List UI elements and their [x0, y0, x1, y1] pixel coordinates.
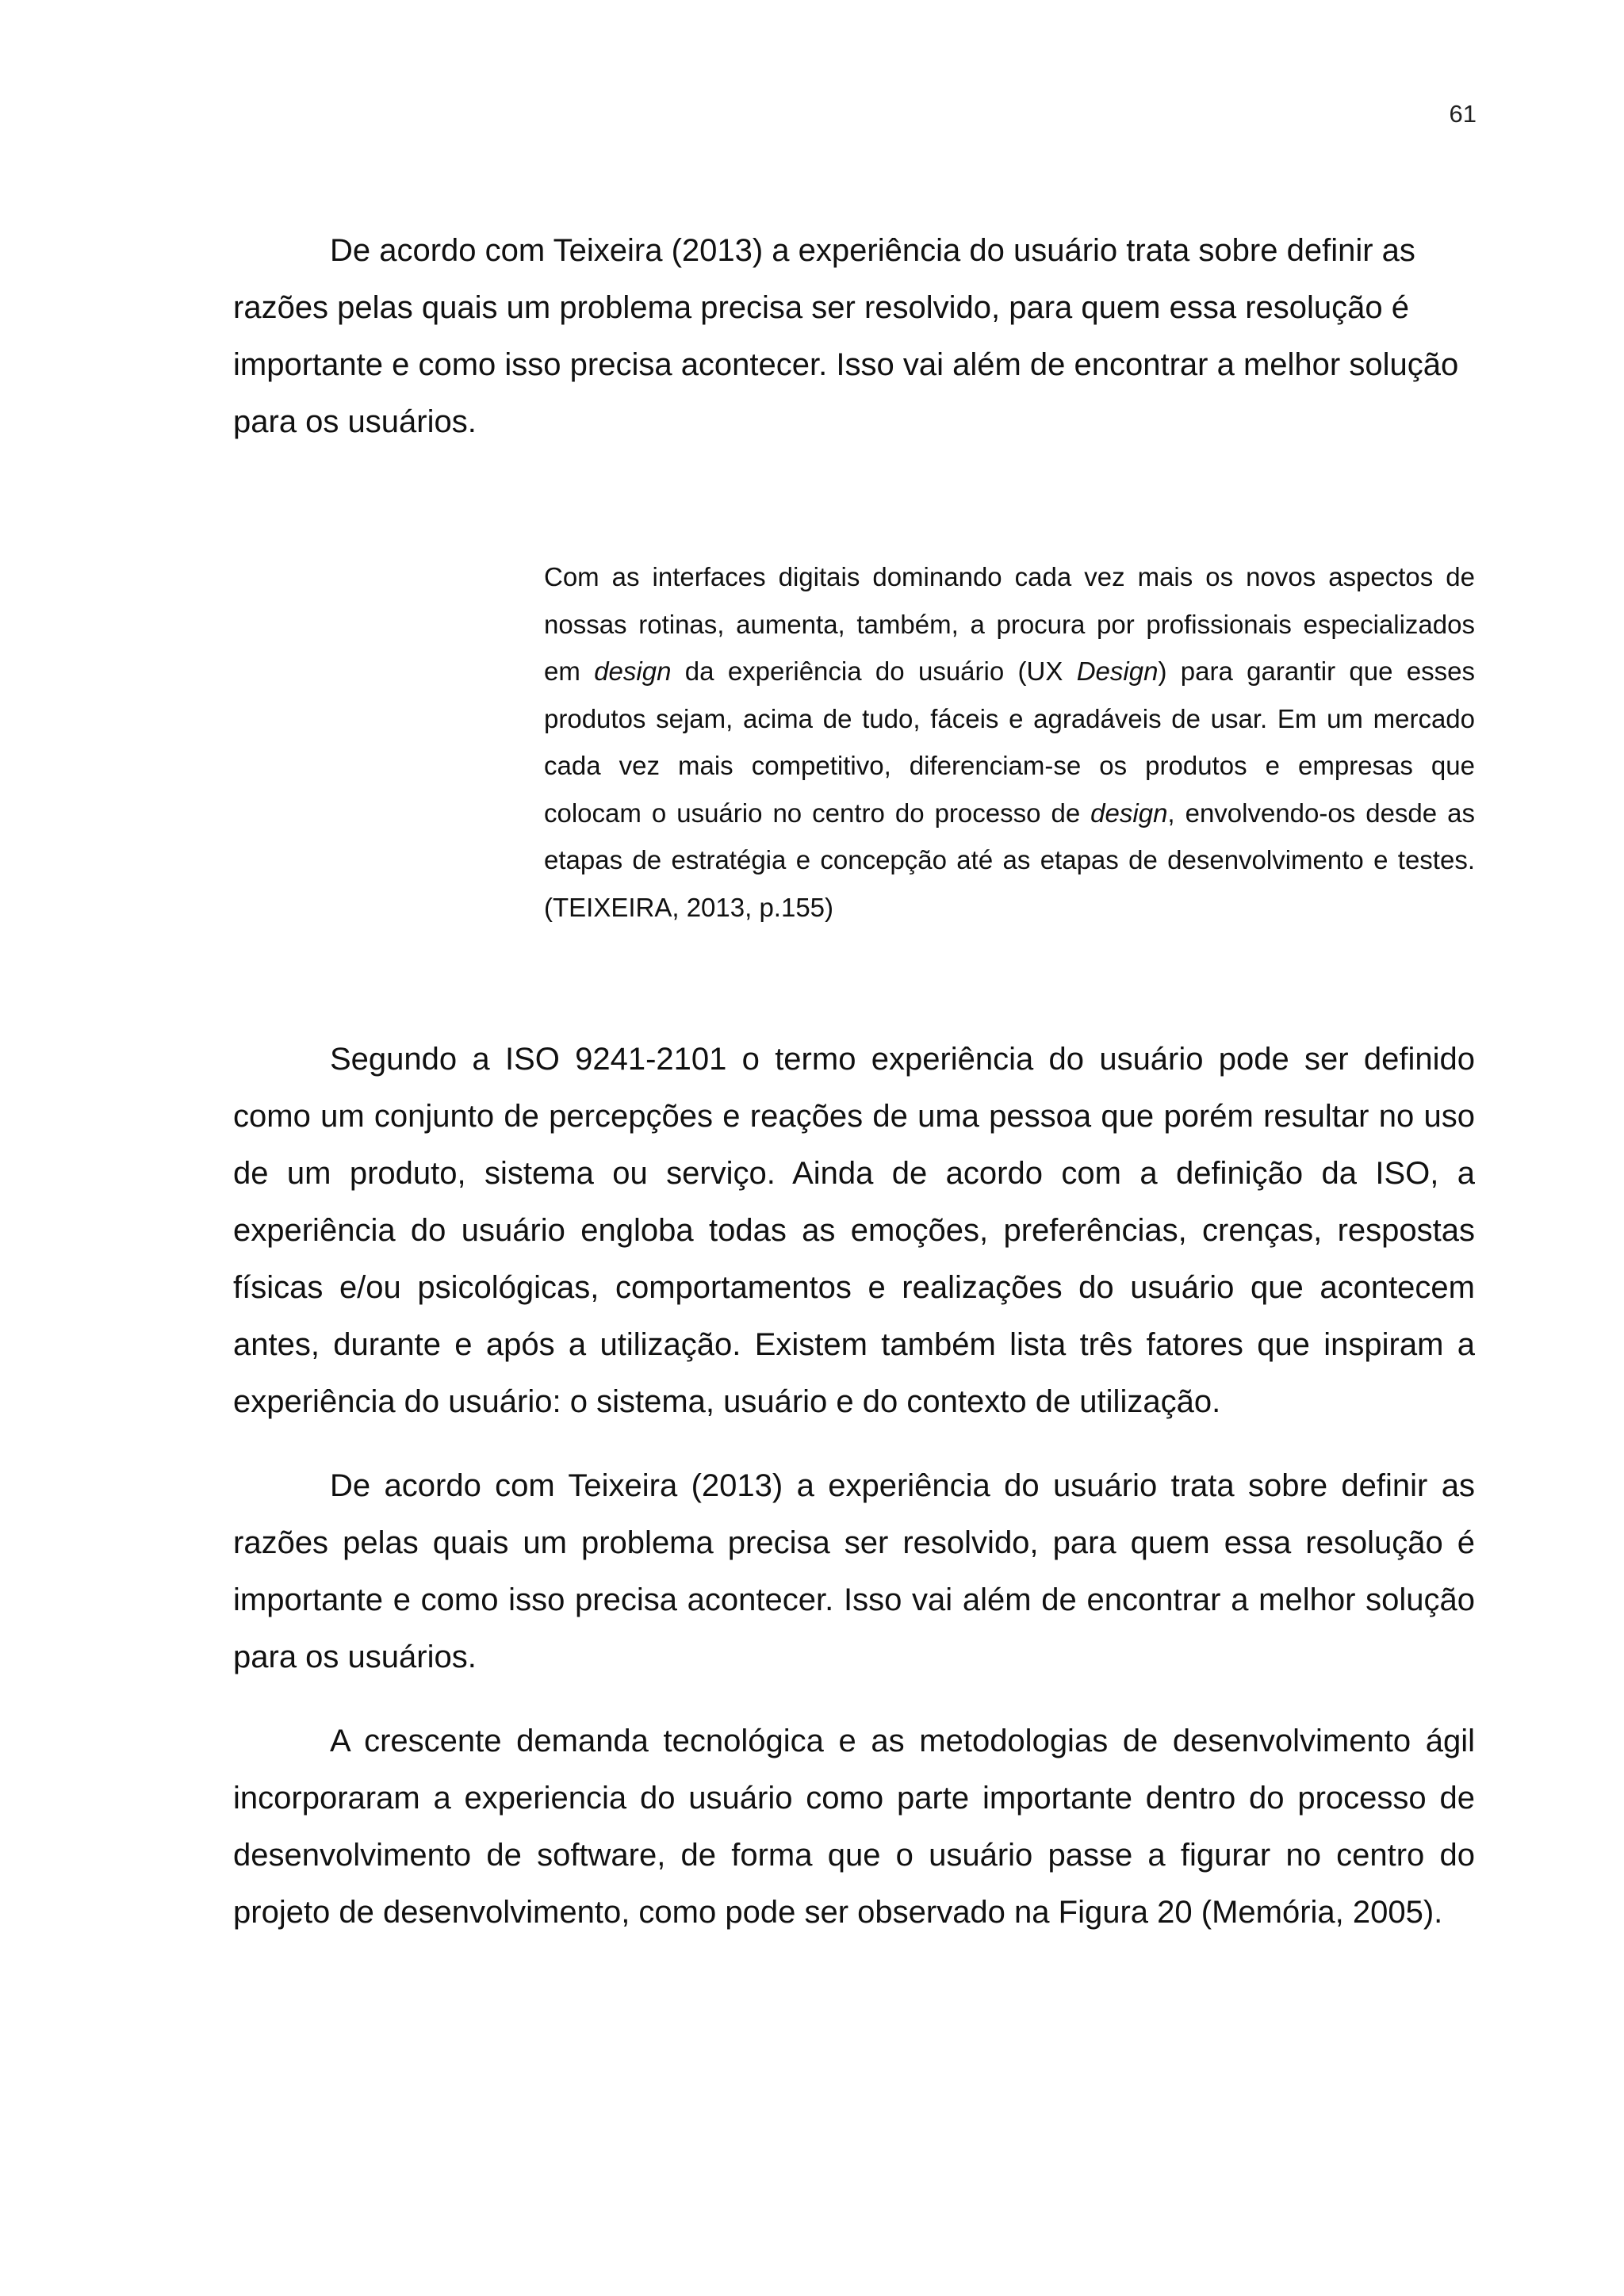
quote-text-4: , envolvendo-os desde as etapas de estratégia e concepção até as etapas de desenvolvimento e testes. (TEIXEIRA, 2013, p.155) — [544, 798, 1475, 922]
paragraph-2: Segundo a ISO 9241-2101 o termo experiência do usuário pode ser definido como um conjunto de percepções e reações de uma pessoa que porém resultar no uso de um produto, sistema ou serviço. Ainda de acordo com a definição da ISO, a experiência do usuário engloba todas as emoções, preferências, crenças, respostas físicas e/ou psicológicas, comportamentos e realizações do usuário que acontecem antes, durante e após a utilização. Existem também lista três fatores que inspiram a experiência do usuário: o sistema, usuário e do contexto de utilização. — [233, 1042, 1475, 1419]
paragraph-1: De acordo com Teixeira (2013) a experiência do usuário trata sobre definir as razões pelas quais um problema precisa ser resolvido, para quem essa resolução é importante e como isso precisa acontecer. Isso vai além de encontrar a melhor solução para os usuários. — [233, 233, 1459, 439]
quote-emphasis-1: design — [594, 656, 672, 686]
quote-emphasis-2: Design — [1076, 656, 1159, 686]
block-quote — [544, 553, 1475, 931]
quote-text-3: ) para garantir que esses produtos sejam, acima de tudo, fáceis e agradáveis de usar. Em um mercado cada vez mais competitivo, diferenciam-se os produtos e empresas que colocam o usuário no centro do processo de — [544, 656, 1475, 828]
quote-emphasis-3: design — [1090, 798, 1168, 828]
paragraph-4: A crescente demanda tecnológica e as metodologias de desenvolvimento ágil incorporaram a experiencia do usuário como parte importante dentro do processo de desenvolvimento de software, de forma que o usuário passe a figurar no centro do projeto de desenvolvimento, como pode ser observado na Figura 20 (Memória, 2005). — [233, 1724, 1475, 1930]
page-number: 61 — [1449, 100, 1477, 128]
paragraph-3: De acordo com Teixeira (2013) a experiência do usuário trata sobre definir as razões pelas quais um problema precisa ser resolvido, para quem essa resolução é importante e como isso precisa acontecer. Isso vai além de encontrar a melhor solução para os usuários. — [233, 1468, 1475, 1674]
quote-text-1: Com as interfaces digitais dominando cada vez mais os novos aspectos de nossas rotinas, aumenta, também, a procura por profissionais especializados em — [544, 562, 1475, 686]
quote-text-2: da experiência do usuário (UX — [671, 656, 1077, 686]
